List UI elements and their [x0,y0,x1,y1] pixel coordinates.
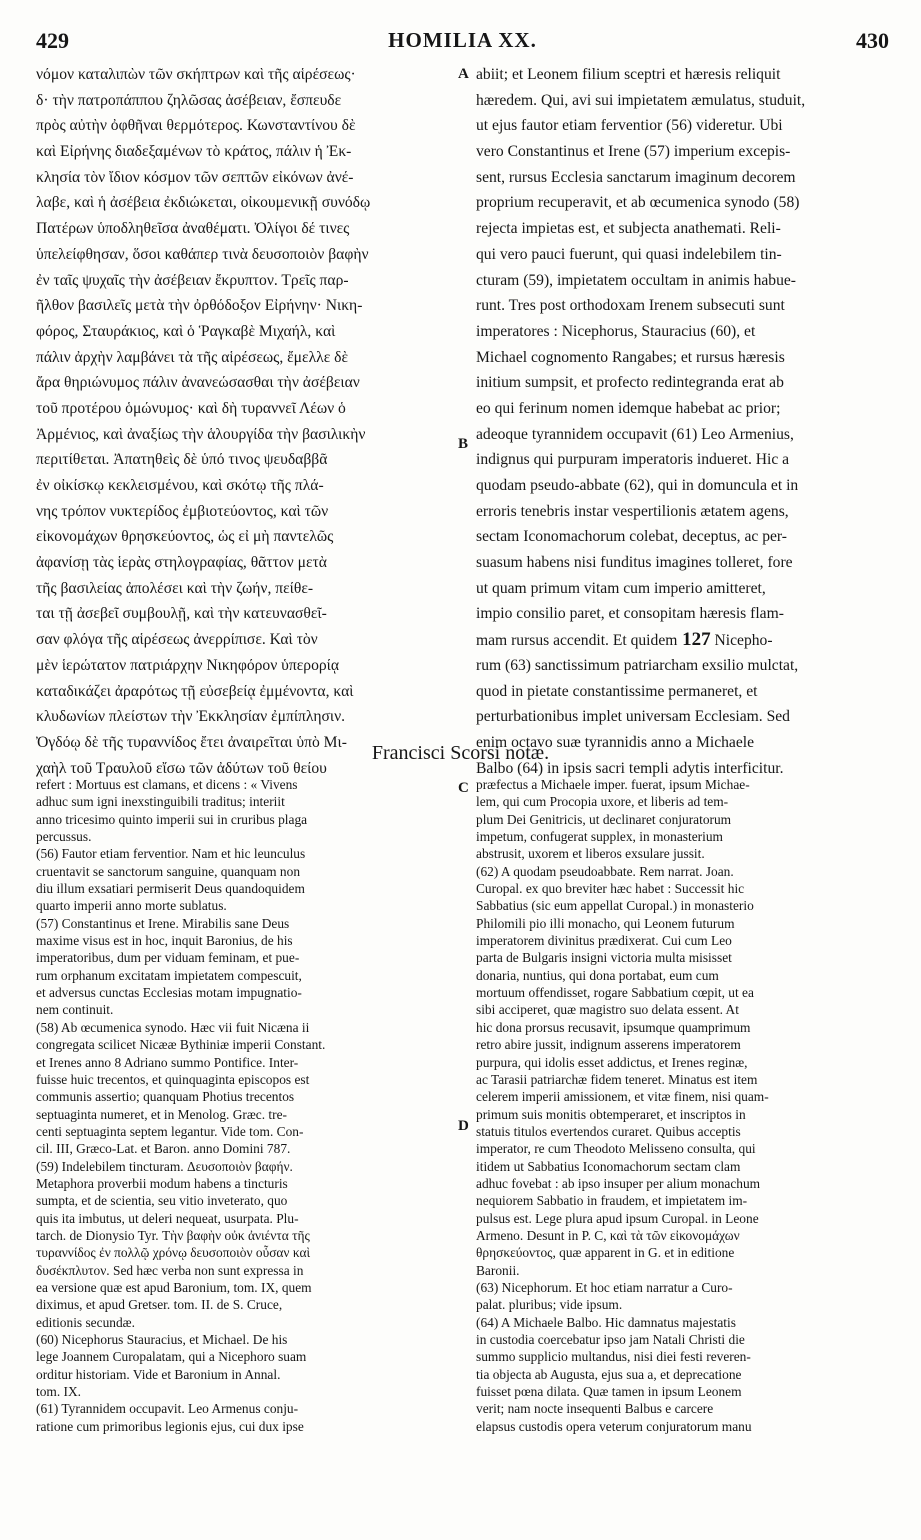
note-line: diu illum exsatiari permiserit Deus quandoquidem [36,881,305,897]
note-line: ratione cum primoribus legionis ejus, cui dux ipse [36,1418,304,1434]
latin-text-line: Michael cognomento Rangabes; et rursus hæresis [476,348,785,366]
latin-text-line: Balbo (64) in ipsis sacri templi adytis interficitur. [476,759,784,777]
greek-text-line: τῆς βασιλείας ἀπολέσει καὶ τὴν ζωήν, πείθε- [36,579,314,597]
note-line: et Irenes anno 8 Adriano summo Pontifice. Inter- [36,1054,299,1070]
greek-text-line: δ· τὴν πατροπάππου ζηλῶσας ἀσέβειαν, ἔσπευδε [36,91,342,109]
note-line: δυσέκπλυτον. Sed hæc verba non sunt expressa in [36,1262,304,1278]
latin-text-line: vero Constantinus et Irene (57) imperium excepis- [476,143,791,161]
note-line: sibi acciperet, quæ magistro suo delata essent. At [476,1002,739,1018]
note-line: impetum, confugerat supplex, in monasterium [476,829,723,845]
note-line: sumpta, et de scientia, seu vitio inveterato, quo [36,1193,288,1209]
note-line: Baronii. [476,1262,520,1278]
note-line: lem, qui cum Procopia uxore, et liberis ad tem- [476,794,729,810]
latin-text-line: erroris tenebris instar vespertilionis ætatem agens, [476,502,789,520]
note-line: rum orphanum excitatam impietatem compescuit, [36,967,302,983]
note-line: abstrusit, uxorem et liberos exsulare jussit. [476,846,705,862]
greek-text-line: καὶ Εἰρήνης διαδεξαμένων τὸ κράτος, πάλιν ἡ Ἐκ- [36,143,352,161]
latin-text-line: quod in pietate constantissime permaneret, et [476,682,758,700]
greek-text-line: Πατέρων ὑποδληθεῖσα ἀναθέματι. Ὀλίγοι δέ τινες [36,220,350,238]
note-line: Metaphora proverbii modum habens a tincturis [36,1175,288,1191]
note-line: refert : Mortuus est clamans, et dicens : « Vivens [36,777,298,792]
notes-right-column [476,776,888,1435]
latin-text-line: qui vero pauci fuerunt, qui quasi indelebilem tin- [476,245,782,263]
note-line: celerem imperii amissionem, et vitæ finem, nisi quam- [476,1089,769,1105]
greek-text-line: Ὀγδόῳ δὲ τῆς τυραννίδος ἔτει ἀναιρεῖται ὑπὸ Μι- [36,733,347,751]
note-line: lege Joannem Curopalatam, qui a Nicephoro suam [36,1349,307,1365]
note-line: itidem ut Sabbatius Iconomachorum sectam clam [476,1158,741,1174]
greek-text-line: κλυδωνίων πλείστων τὴν Ἐκκλησίαν ἐμπίπλησιν. [36,708,346,726]
margin-marker-a: A [458,66,469,82]
greek-text-line: ῆλθον βασιλεῖς μετὰ τὴν ὀρθόδοξον Εἰρήνην· Νικη- [36,297,363,315]
greek-text-line: νης τρόπον νυκτερίδος ἐμβιοτεύοντος, καὶ τῶν [36,502,329,520]
margin-marker-b: B [458,436,469,452]
latin-text-line: abiit; et Leonem filium sceptri et hæresis reliquit [476,66,781,83]
note-line: ea versione quæ est apud Baronium, tom. IX, quem [36,1279,312,1295]
greek-text-line: Ἀρμένιος, καὶ ἀναξίως τὴν ἁλουργίδα τὴν βασιλικὴν [36,425,366,443]
latin-text-line: proprium recuperavit, et ab œcumenica synodo (58) [476,194,800,212]
note-line: fuisset pœna dilata. Quæ tamen in ipsum Leonem [476,1384,742,1400]
note-line: palat. pluribus; vide ipsum. [476,1297,623,1313]
note-line: imperatorem divinitus prædixerat. Cui cum Leo [476,933,732,949]
note-line: imperator, re cum Theodoto Melisseno consulta, qui [476,1141,756,1157]
margin-marker-c: C [458,780,469,796]
greek-text-line: νόμον καταλιπὼν τῶν σκήπτρων καὶ τῆς αἱρέσεως· [36,66,356,83]
greek-text-line: ἄρα θηριώνυμος πάλιν ἀνανεώσασθαι τὴν ἀσέβειαν [36,374,360,392]
note-line: (57) Constantinus et Irene. Mirabilis sane Deus [36,915,290,931]
note-line: quarto imperii anno morte sublatus. [36,898,227,914]
note-line: Sabbatius (sic eum appellat Curopal.) in monasterio [476,898,754,914]
greek-text-line: χαὴλ τοῦ Τραυλοῦ εἴσω τῶν ἀδύτων τοῦ θείου [36,759,327,777]
note-line: in custodia coercebatur ipso jam Natali Christi die [476,1332,745,1347]
greek-text-line: περιτίθεται. Ἀπατηθεὶς δὲ ὑπό τινος ψευδαββᾶ [36,451,328,469]
note-line: parta de Bulgaris insigni victoria multa misisset [476,950,732,966]
greek-text-line: πάλιν ἀρχὴν λαμβάνει τὰ τῆς αἱρέσεως, ἔμελλε δὲ [36,348,349,366]
note-line: congregata scilicet Nicææ Bythiniæ imperii Constant. [36,1037,326,1053]
note-line: nequiorem Sabbatio in fraudem, et impietatem im- [476,1193,748,1209]
note-line: plum Dei Genitricis, ut declinaret conjuratorum [476,811,732,827]
note-line: primum suis monitis obtemperaret, et inscriptos in [476,1106,746,1122]
note-line: Armeno. Desunt in P. C, καὶ τὰ τῶν εἰκονομάχων [476,1227,740,1243]
note-line: verit; nam nocte insequenti Balbus e carcere [476,1401,714,1417]
note-line: fuisse huic trecentos, et quinquaginta episcopos est [36,1071,310,1087]
greek-text-line: μὲν ἱερώτατον πατριάρχην Νικηφόρον ὑπερορίᾳ [36,656,340,674]
latin-text-line: indignus qui purpuram imperatoris indueret. Hic a [476,451,790,469]
greek-text-line: ἀφανίσῃ τὰς ἱερὰς στηλογραφίας, θᾶττον μετὰ [36,554,327,572]
note-line: et adversus cunctas Ecclesias motam impugnatio- [36,985,302,1001]
running-title: HOMILIA XX. [388,28,537,52]
latin-text-line: impio consilio paret, et consopitam hæresis flam- [476,605,784,623]
column-number: 127 [677,629,711,651]
greek-text-line: καταδικάζει ἀραρότως τῇ εὐσεβείᾳ ἐμμένοντα, καὶ [36,682,354,700]
greek-text-line: πρὸς αὐτὴν ὀφθῆναι θερμότερος. Κωνσταντίνου δὲ [36,117,356,135]
greek-text-line: φόρος, Σταυράκιος, καὶ ὁ Ῥαγκαβὲ Μιχαήλ, καὶ [36,322,336,340]
latin-text-column [476,62,888,781]
latin-text-line: cturam (59), impietatem occultam in animis habue- [476,271,796,289]
latin-text-line: perturbationibus implet universam Ecclesiam. Sed [476,708,790,726]
greek-text-line: ται τῇ ἀσεβεῖ συμβουλῇ, καὶ τὴν κατευνασθεῖ- [36,605,327,623]
note-line: editionis secundæ. [36,1314,135,1330]
note-line: septuaginta numeret, et in Menolog. Græc. tre- [36,1106,288,1122]
greek-text-line: ἐν οἰκίσκῳ κεκλεισμένου, καὶ σκότῳ τῆς πλά- [36,477,324,494]
note-line: tom. IX. [36,1384,82,1400]
note-line: præfectus a Michaele imper. fuerat, ipsum Michae- [476,777,750,792]
note-line: (56) Fautor etiam ferventior. Nam et hic leunculus [36,846,306,862]
note-line: statuis titulos evertendos curaret. Quibus acceptis [476,1123,741,1139]
note-line: Curopal. ex quo breviter hæc habet : Successit hic [476,881,745,897]
note-line: nem continuit. [36,1002,114,1018]
note-line: (61) Tyrannidem occupavit. Leo Armenus conju- [36,1401,299,1417]
latin-text-line: suasum habens nisi funditus imagines tolleret, fore [476,554,793,572]
latin-text-line: enim octavo suæ tyrannidis anno a Michaele [476,733,755,751]
note-line: donaria, nuntius, qui dona portabat, eum cum [476,967,719,983]
note-line: summo supplicio multandus, nisi diei festi reveren- [476,1349,751,1365]
latin-text-fragment: Nicepho- [710,632,773,650]
latin-text-line: runt. Tres post orthodoxam Irenem subsecuti sunt [476,297,785,315]
greek-text-line: ἐν ταῖς ψυχαῖς τὴν ἀσέβειαν ἔκρυπτον. Τρεῖς παρ- [36,271,349,289]
note-line: cil. III, Græco-Lat. et Baron. anno Domini 787. [36,1141,291,1157]
latin-text-line: mam rursus accendit. Et quidem 127 Nicepho- [476,629,773,651]
page-number-right: 430 [856,28,889,53]
note-line: anno tricesimo quinto imperii sui in cruribus plaga [36,811,308,827]
running-header [36,28,889,58]
note-line: quis ita imbutus, ut deleri nequeat, usurpata. Plu- [36,1210,299,1226]
note-line: adhuc sum igni inexstinguibili traditus; interiit [36,794,285,810]
note-line: elapsus custodis opera veterum conjuratorum manu [476,1418,752,1434]
note-line: (64) A Michaele Balbo. Hic damnatus majestatis [476,1314,736,1330]
note-line: retro abire jussit, indignum asserens imperatorem [476,1037,741,1053]
note-line: ac Tarasii patriarchæ fidem teneret. Minatus est item [476,1071,758,1087]
note-line: tia objecta ab Augusta, ejus sua a, et deprecatione [476,1366,742,1382]
latin-text-line: quodam pseudo-abbate (62), qui in domuncula et in [476,477,799,494]
note-line: centi septuaginta septem legantur. Vide tom. Con- [36,1123,304,1139]
greek-text-line: ὑπελείφθησαν, ὅσοι καθάπερ τινὰ δευσοποιὸν βαφὴν [36,245,369,263]
note-line: maxime visus est in hoc, inquit Baronius, de his [36,933,293,949]
greek-text-column [36,62,454,781]
note-line: mortuum offendisset, rogare Sabbatium cœpit, ut ea [476,985,754,1001]
note-line: imperatoribus, dum per viduam feminam, et pue- [36,950,300,966]
note-line: diximus, et apud Gretser. tom. II. de S. Cruce, [36,1297,283,1313]
greek-text-line: τοῦ προτέρου ὁμώνυμος· καὶ δὴ τυραννεῖ Λέων ὁ [36,399,346,417]
note-line: pulsus est. Lege plura apud ipsum Curopal. in Leone [476,1210,759,1226]
latin-text-line: ut quam primum vitam cum imperio amitteret, [476,579,766,597]
note-line: Philomili pio illi monacho, qui Leonem futurum [476,915,735,931]
greek-text-line: σαν φλόγα τῆς αἱρέσεως ἀνερρίπισε. Καὶ τὸν [36,631,318,649]
note-line: θρησκεύοντος, quæ apparent in G. et in editione [476,1245,735,1261]
note-line: purpura, qui idolis esset addictus, et Irenes reginæ, [476,1054,748,1070]
note-line: hic dona prorsus recusavit, ipsumque quamprimum [476,1019,751,1035]
greek-text-line: εἰκονομάχων θρησκεύοντος, ὡς εἰ μὴ παντελῶς [36,528,334,546]
latin-text-line: initium sumpsit, et profecto redintegranda erat ab [476,374,784,392]
note-line: communis assertio; quanquam Photius trecentos [36,1089,295,1105]
margin-marker-d: D [458,1118,469,1134]
latin-text-line: rejecta impietas est, et subjecta anathemati. Reli- [476,220,781,238]
latin-text-line: ut ejus fautor etiam ferventior (56) videretur. Ubi [476,117,783,135]
latin-text-line: sectam Iconomachorum colebat, deceptus, ac per- [476,528,787,546]
note-line: (62) A quodam pseudoabbate. Rem narrat. Joan. [476,863,734,879]
latin-text-line: rum (63) sanctissimum patriarcham exsilio mulctat, [476,656,799,674]
note-line: (59) Indelebilem tincturam. Δευσοποιὸν βαφήν. [36,1158,293,1174]
note-line: cruentavit se sanctorum sanguine, quanquam non [36,863,301,879]
note-line: orditur historiam. Vide et Baronium in Annal. [36,1366,281,1382]
note-line: (63) Nicephorum. Et hoc etiam narratur a Curo- [476,1279,733,1295]
note-line: (58) Ab œcumenica synodo. Hæc vii fuit Nicæna ii [36,1019,310,1035]
note-line: (60) Nicephorus Stauracius, et Michael. De his [36,1332,288,1347]
latin-text-line: hæredem. Qui, avi sui impietatem æmulatus, studuit, [476,91,806,109]
note-line: percussus. [36,829,92,845]
latin-text-line: imperatores : Nicephorus, Stauracius (60), et [476,322,756,340]
page-number-left: 429 [36,28,69,53]
note-line: τυραννίδος ἐν πολλῷ χρόνῳ δευσοποιὸν οὖσαν καὶ [36,1245,311,1261]
greek-text-line: κλησία τὸν ἴδιον κόσμον τῶν σεπτῶν εἰκόνων ἀνέ- [36,168,354,186]
greek-text-line: λαβε, καὶ ἡ ἀσέβεια ἐκδιώκεται, οἰκουμενικῇ συνόδῳ [36,194,371,212]
latin-text-line: eo qui ferinum nomen idemque habebat ac prior; [476,399,781,417]
note-line: tarch. de Dionysio Tyr. Τὴν βαφὴν οὐκ ἀνιέντα τῆς [36,1227,310,1243]
note-line: adhuc fovebat : ab ipso insuper per alium monachum [476,1175,761,1191]
notes-heading: Francisci Scorsi notæ. [371,742,550,764]
latin-text-line: adeoque tyrannidem occupavit (61) Leo Armenius, [476,425,794,443]
latin-text-line: sent, rursus Ecclesia sanctarum imaginum decorem [476,168,796,186]
notes-left-column [36,776,454,1435]
